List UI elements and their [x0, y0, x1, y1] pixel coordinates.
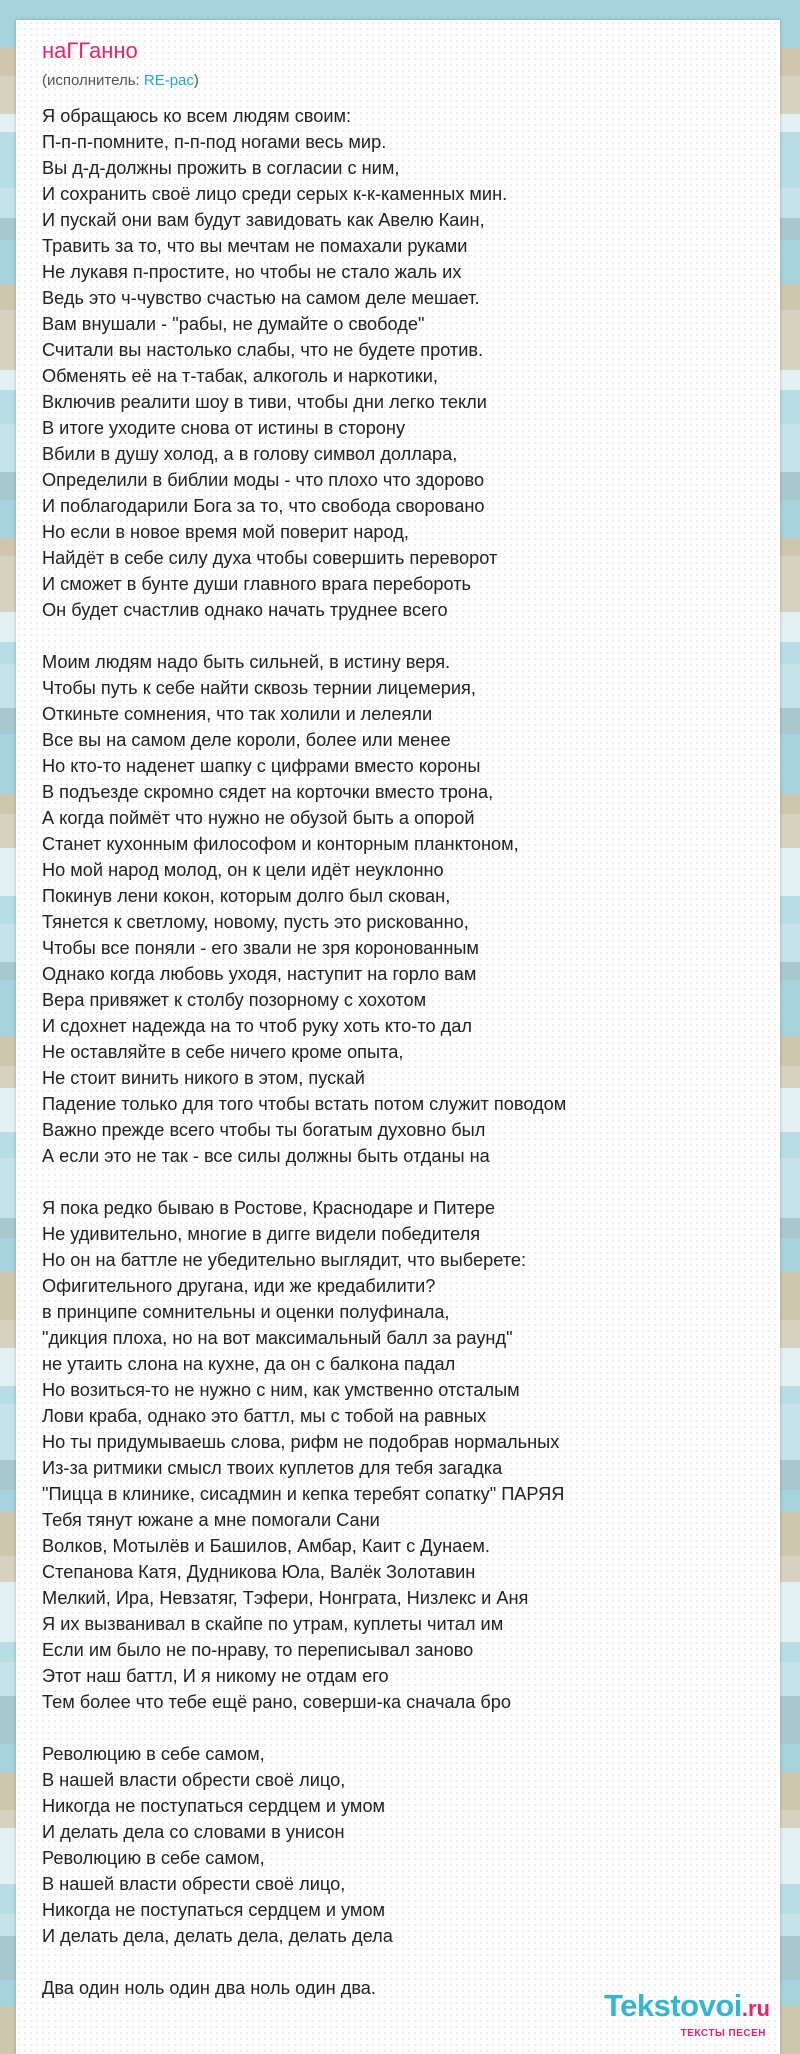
artist-link[interactable]: RE-pac	[143, 72, 194, 89]
lyric-line: "дикция плоха, но на вот максимальный балл за раунд"	[42, 1328, 513, 1348]
lyric-line: И поблагодарили Бога за то, что свобода своровано	[42, 496, 485, 516]
lyric-line: Найдёт в себе силу духа чтобы совершить переворот	[42, 548, 498, 568]
lyric-line: А если это не так - все силы должны быть отданы на	[42, 1146, 490, 1166]
lyric-line: Степанова Катя, Дудникова Юла, Валёк Золотавин	[42, 1562, 476, 1582]
lyric-line: Вам внушали - "рабы, не думайте о свободе"	[42, 314, 425, 334]
lyric-line: И сдохнет надежда на то чтоб руку хоть кто-то дал	[42, 1016, 472, 1036]
lyric-line: В подъезде скромно сядет на корточки вместо трона,	[42, 782, 494, 802]
lyric-line: Определили в библии моды - что плохо что здорово	[42, 470, 485, 490]
lyric-line: Этот наш баттл, И я никому не отдам его	[42, 1666, 389, 1686]
lyric-line: "Пицца в клинике, сисадмин и кепка теребят сопатку" ПАРЯЯ	[42, 1484, 565, 1504]
verse-gap	[42, 1715, 772, 1741]
lyric-line: Чтобы путь к себе найти сквозь тернии лицемерия,	[42, 678, 476, 698]
lyric-line: И сможет в бунте души главного врага перебороть	[42, 574, 472, 594]
lyric-line: Я их вызванивал в скайпе по утрам, куплеты читал им	[42, 1614, 504, 1634]
lyric-line: Но если в новое время мой поверит народ,	[42, 522, 409, 542]
lyric-line: Два один ноль один два ноль один два.	[42, 1978, 376, 1998]
lyric-line: И делать дела, делать дела, делать дела	[42, 1926, 393, 1946]
lyric-line: Я пока редко бываю в Ростове, Краснодаре и Питере	[42, 1198, 495, 1218]
lyric-line: В итоге уходите снова от истины в сторону	[42, 418, 406, 438]
lyric-line: Волков, Мотылёв и Башилов, Амбар, Каит с Дунаем.	[42, 1536, 490, 1556]
brand-tagline: ТЕКСТЫ ПЕСЕН	[680, 2028, 766, 2039]
lyric-line: Но кто-то наденет шапку с цифрами вместо короны	[42, 756, 481, 776]
verse-gap	[42, 1949, 772, 1975]
song-title: наГГанно	[42, 38, 138, 63]
brand-tld: .ru	[741, 1996, 770, 2021]
lyric-line: Но возиться-то не нужно с ним, как умственно отсталым	[42, 1380, 520, 1400]
lyric-line: Мелкий, Ира, Невзатяг, Тэфери, Нонграта, Низлекс и Аня	[42, 1588, 529, 1608]
lyric-line: Покинув лени кокон, которым долго был скован,	[42, 886, 451, 906]
lyric-line: Если им было не по-нраву, то переписывал заново	[42, 1640, 474, 1660]
lyric-line: Вбили в душу холод, а в голову символ доллара,	[42, 444, 458, 464]
tekstovoi-logo[interactable]	[540, 1988, 770, 2039]
lyric-line: Из-за ритмики смысл твоих куплетов для тебя загадка	[42, 1458, 503, 1478]
lyric-line: Но мой народ молод, он к цели идёт неуклонно	[42, 860, 444, 880]
brand-name: Tekstovoi	[603, 1988, 742, 2023]
lyric-line: Революцию в себе самом,	[42, 1744, 265, 1764]
lyric-line: Вы д-д-должны прожить в согласии с ним,	[42, 158, 400, 178]
lyric-line: Ведь это ч-чувство счастью на самом деле мешает.	[42, 288, 480, 308]
lyric-line: Тянется к светлому, новому, пусть это рискованно,	[42, 912, 469, 932]
lyric-line: Но он на баттле не убедительно выглядит, что выберете:	[42, 1250, 526, 1270]
lyric-line: не утаить слона на кухне, да он с балкона падал	[42, 1354, 456, 1374]
lyric-line: Включив реалити шоу в тиви, чтобы дни легко текли	[42, 392, 487, 412]
lyric-line: Все вы на самом деле короли, более или менее	[42, 730, 451, 750]
lyric-line: Я обращаюсь ко всем людям своим:	[42, 106, 352, 126]
lyric-line: Важно прежде всего чтобы ты богатым духовно был	[42, 1120, 486, 1140]
lyric-line: Не лукавя п-простите, но чтобы не стало жаль их	[42, 262, 462, 282]
lyric-line: Станет кухонным философом и конторным планктоном,	[42, 834, 519, 854]
artist-prefix: (исполнитель:	[42, 72, 144, 89]
lyric-line: Моим людям надо быть сильней, в истину веря.	[42, 652, 451, 672]
lyric-line: Тебя тянут южане а мне помогали Сани	[42, 1510, 380, 1530]
artist-line	[42, 72, 199, 89]
lyric-line: Откиньте сомнения, что так холили и лелеяли	[42, 704, 433, 724]
lyric-line: Падение только для того чтобы встать потом служит поводом	[42, 1094, 567, 1114]
lyric-line: П-п-п-помните, п-п-под ногами весь мир.	[42, 132, 387, 152]
lyric-line: Травить за то, что вы мечтам не помахали руками	[42, 236, 468, 256]
lyric-line: Не оставляйте в себе ничего кроме опыта,	[42, 1042, 404, 1062]
lyric-line: Обменять её на т-табак, алкоголь и наркотики,	[42, 366, 438, 386]
artist-suffix: )	[193, 72, 199, 89]
lyric-line: Однако когда любовь уходя, наступит на горло вам	[42, 964, 477, 984]
lyric-line: Тем более что тебе ещё рано, соверши-ка сначала бро	[42, 1692, 512, 1712]
lyric-line: Он будет счастлив однако начать труднее всего	[42, 600, 448, 620]
lyric-line: В нашей власти обрести своё лицо,	[42, 1874, 346, 1894]
lyric-line: Не удивительно, многие в дигге видели победителя	[42, 1224, 481, 1244]
verse-gap	[42, 1169, 772, 1195]
lyrics-text	[42, 103, 772, 2001]
lyric-line: в принципе сомнительны и оценки полуфинала,	[42, 1302, 450, 1322]
lyric-line: Никогда не поступаться сердцем и умом	[42, 1900, 386, 1920]
lyric-line: Вера привяжет к столбу позорному с хохотом	[42, 990, 427, 1010]
lyric-line: Никогда не поступаться сердцем и умом	[42, 1796, 386, 1816]
lyric-line: Не стоит винить никого в этом, пускай	[42, 1068, 365, 1088]
lyric-line: А когда поймёт что нужно не обузой быть а опорой	[42, 808, 475, 828]
lyric-line: Лови краба, однако это баттл, мы с тобой на равных	[42, 1406, 487, 1426]
lyric-line: И пускай они вам будут завидовать как Авелю Каин,	[42, 210, 485, 230]
lyric-line: И сохранить своё лицо среди серых к-к-каменных мин.	[42, 184, 508, 204]
lyric-line: Чтобы все поняли - его звали не зря коронованным	[42, 938, 479, 958]
lyric-line: Революцию в себе самом,	[42, 1848, 265, 1868]
lyric-line: В нашей власти обрести своё лицо,	[42, 1770, 346, 1790]
lyric-line: Офигительного другана, иди же кредабилити?	[42, 1276, 436, 1296]
lyric-line: Но ты придумываешь слова, рифм не подобрав нормальных	[42, 1432, 560, 1452]
lyric-line: И делать дела со словами в унисон	[42, 1822, 345, 1842]
lyric-line: Считали вы настолько слабы, что не будете против.	[42, 340, 484, 360]
verse-gap	[42, 623, 772, 649]
